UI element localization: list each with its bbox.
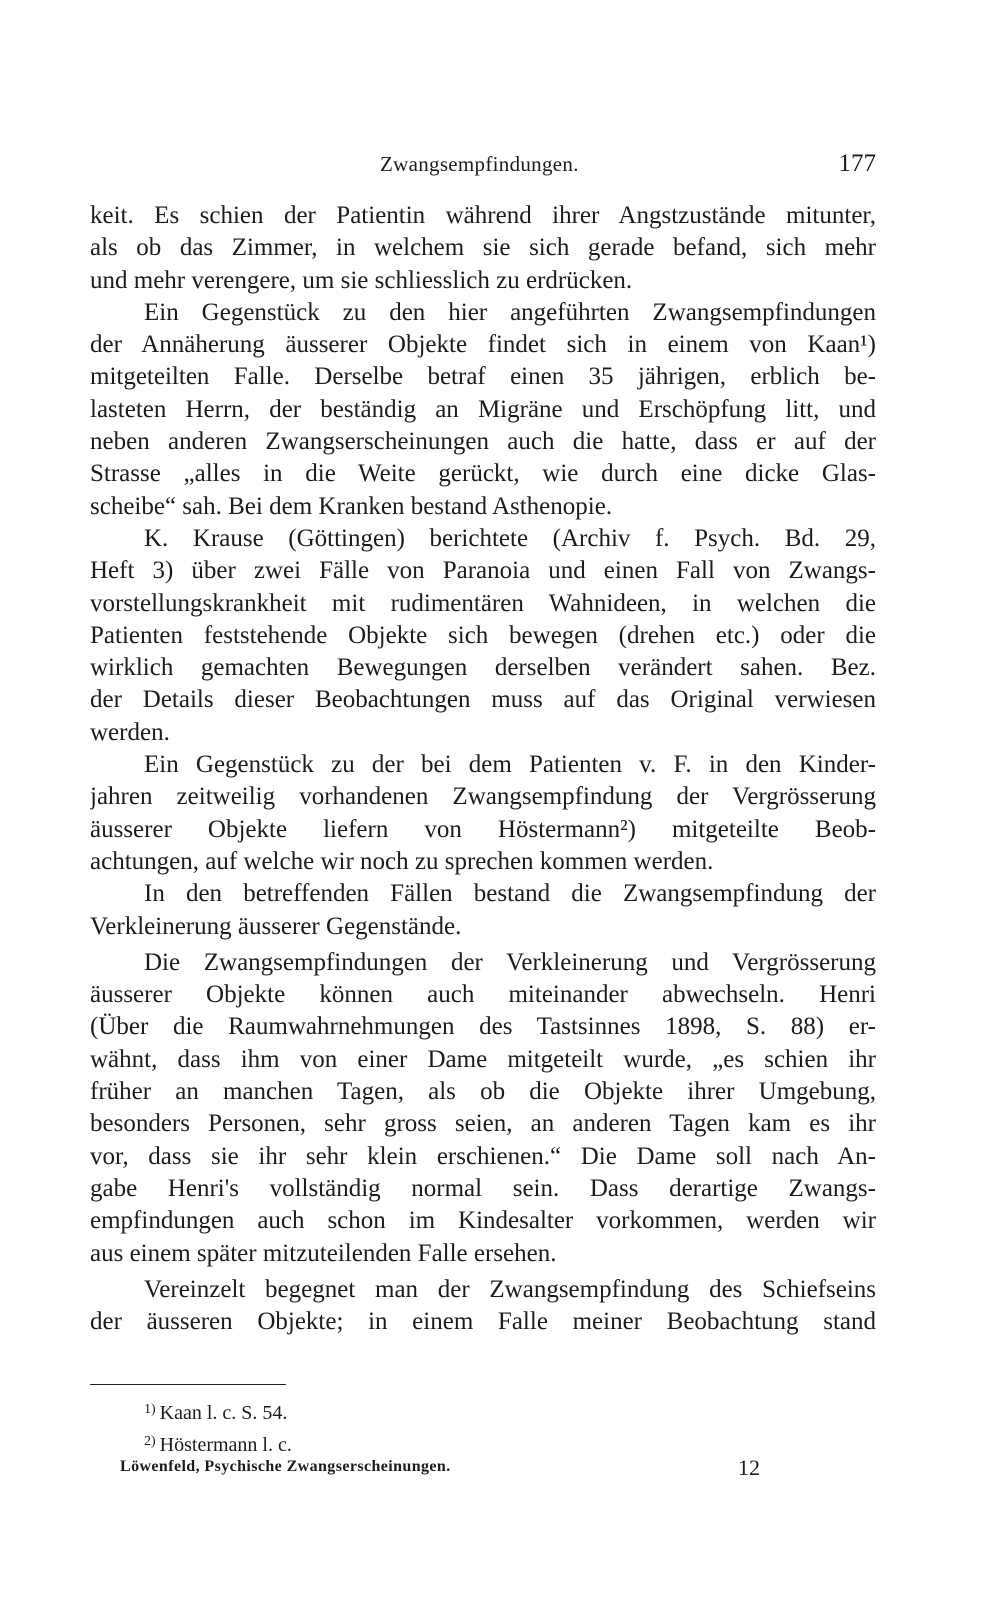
text-line: und mehr verengere, um sie schliesslich zu erdrücken.: [90, 266, 633, 294]
footnote-2: [144, 1426, 292, 1458]
text-line: (Über die Raumwahrnehmungen des Tastsinnes 1898, S. 88) er-: [90, 1013, 876, 1041]
text-line: Vereinzelt begegnet man der Zwangsempfindung des Schiefseins: [144, 1275, 876, 1303]
text-line: gabe Henri's vollständig normal sein. Dass derartige Zwangs-: [90, 1174, 876, 1202]
text-line: jahren zeitweilig vorhandenen Zwangsempfindung der Vergrösserung: [90, 783, 876, 811]
text-line: wähnt, dass ihm von einer Dame mitgeteilt wurde, „es schien ihr: [90, 1045, 876, 1073]
text-line: wirklich gemachten Bewegungen derselben verändert sahen. Bez.: [90, 654, 876, 682]
text-line: äusserer Objekte können auch miteinander abwechseln. Henri: [90, 981, 876, 1009]
footnote-1: [144, 1394, 292, 1426]
text-line: Patienten feststehende Objekte sich bewegen (drehen etc.) oder die: [90, 621, 876, 649]
footnote-divider: [90, 1384, 286, 1385]
text-line: Heft 3) über zwei Fälle von Paranoia und einen Fall von Zwangs-: [90, 557, 876, 585]
text-line: keit. Es schien der Patientin während ihrer Angstzustände mitunter,: [90, 202, 876, 229]
text-line: In den betreffenden Fällen bestand die Zwangsempfindung der: [144, 880, 876, 908]
page-number: 177: [838, 150, 876, 177]
footnote-marker: 1): [144, 1402, 156, 1417]
text-line: Ein Gegenstück zu der bei dem Patienten v. F. in den Kinder-: [144, 751, 876, 779]
text-line: empfindungen auch schon im Kindesalter vorkommen, werden wir: [90, 1207, 876, 1235]
text-line: der Details dieser Beobachtungen muss auf das Original verwiesen: [90, 686, 876, 714]
text-line: Die Zwangsempfindungen der Verkleinerung und Vergrösserung: [144, 948, 876, 976]
text-line: vorstellungskrankheit mit rudimentären Wahnideen, in welchen die: [90, 589, 876, 617]
text-line: Verkleinerung äusserer Gegenstände.: [90, 912, 462, 940]
page-header: [90, 150, 876, 180]
printer-signature: [120, 1455, 760, 1488]
footnote-text: Kaan l. c. S. 54.: [159, 1402, 288, 1424]
text-line: der äusseren Objekte; in einem Falle meiner Beobachtung stand: [90, 1308, 876, 1336]
text-line: Strasse „alles in die Weite gerückt, wie durch eine dicke Glas-: [90, 460, 876, 488]
text-line: früher an manchen Tagen, als ob die Objekte ihrer Umgebung,: [90, 1078, 876, 1106]
text-line: vor, dass sie ihr sehr klein erschienen.“ Die Dame soll nach An-: [90, 1142, 876, 1170]
footnote-text: Höstermann l. c.: [159, 1434, 292, 1456]
text-line: Ein Gegenstück zu den hier angeführten Zwangsempfindungen: [144, 298, 876, 326]
running-title: Zwangsempfindungen.: [380, 152, 579, 176]
signature-sheet-number: 12: [738, 1455, 760, 1480]
footnotes: [144, 1394, 292, 1458]
text-line: der Annäherung äusserer Objekte findet sich in einem von Kaan¹): [90, 331, 876, 359]
text-line: mitgeteilten Falle. Derselbe betraf einen 35 jährigen, erblich be-: [90, 363, 876, 391]
body-text: [90, 200, 876, 1338]
text-line: K. Krause (Göttingen) berichtete (Archiv f. Psych. Bd. 29,: [144, 524, 876, 552]
text-line: aus einem später mitzuteilenden Falle ersehen.: [90, 1239, 557, 1267]
text-line: äusserer Objekte liefern von Höstermann²) mitgeteilte Beob-: [90, 815, 876, 843]
footnote-marker: 2): [144, 1434, 156, 1449]
text-line: neben anderen Zwangserscheinungen auch die hatte, dass er auf der: [90, 428, 876, 456]
text-line: lasteten Herrn, der beständig an Migräne und Erschöpfung litt, und: [90, 395, 876, 423]
text-line: scheibe“ sah. Bei dem Kranken bestand Asthenopie.: [90, 492, 613, 520]
text-line: besonders Personen, sehr gross seien, an anderen Tagen kam es ihr: [90, 1110, 876, 1138]
text-line: achtungen, auf welche wir noch zu sprechen kommen werden.: [90, 847, 714, 875]
text-line: als ob das Zimmer, in welchem sie sich gerade befand, sich mehr: [90, 234, 876, 262]
text-line: werden.: [90, 718, 170, 746]
signature-text: Löwenfeld, Psychische Zwangserscheinungen.: [120, 1458, 451, 1475]
